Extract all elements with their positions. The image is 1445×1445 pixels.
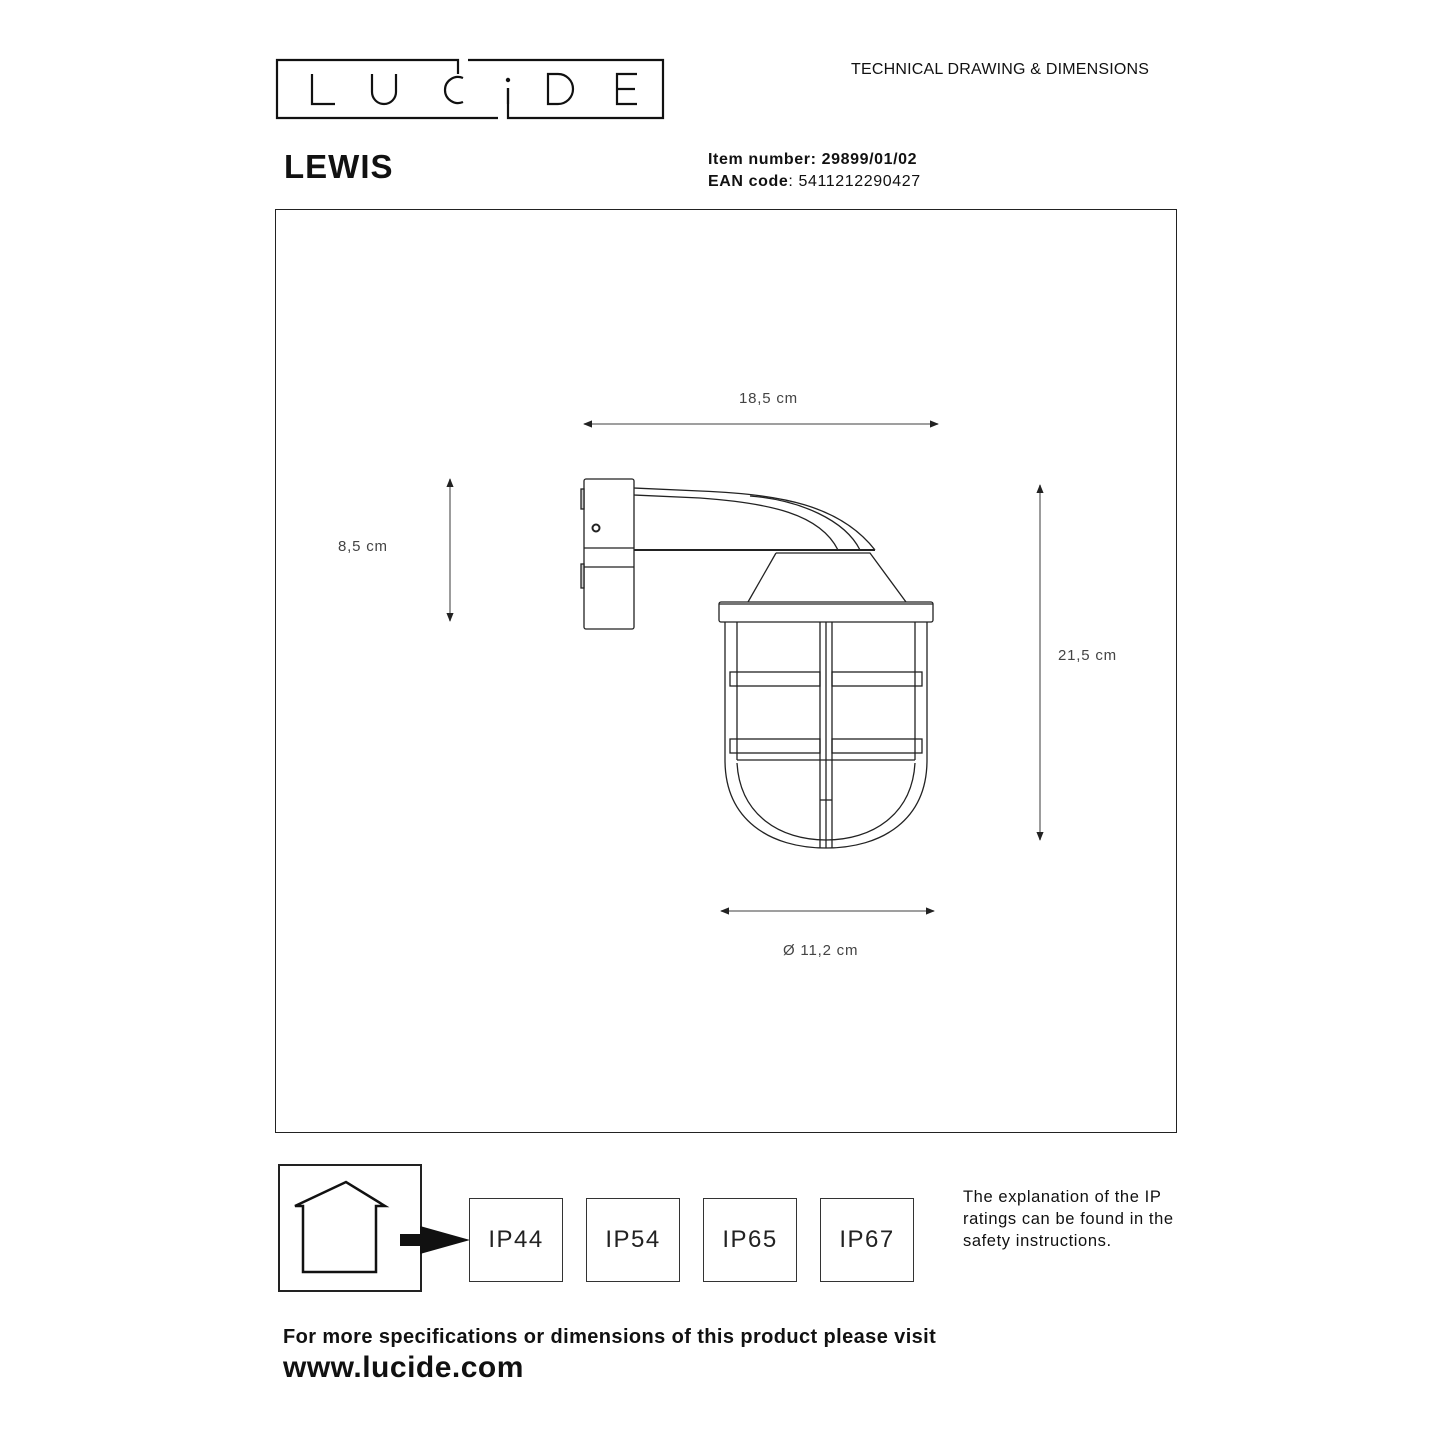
ean-label: EAN code (708, 173, 789, 190)
document-title: TECHNICAL DRAWING & DIMENSIONS (851, 61, 1150, 78)
dimension-width-label: 18,5 cm (739, 390, 798, 407)
website-link[interactable]: www.lucide.com (283, 1351, 524, 1384)
ean-value: : 5411212290427 (788, 173, 921, 190)
ip-rating-box: IP67 (820, 1198, 914, 1282)
arrow-right-icon (398, 1222, 472, 1262)
dimension-total-height-label: 21,5 cm (1058, 647, 1117, 664)
footer-info-text: For more specifications or dimensions of this product please visit (283, 1326, 937, 1348)
ip-rating-box: IP54 (586, 1198, 680, 1282)
product-name: LEWIS (284, 148, 394, 185)
item-number-label: Item number: (708, 151, 817, 168)
dimension-diameter-label: Ø 11,2 cm (783, 942, 859, 959)
ip-rating-box: IP65 (703, 1198, 797, 1282)
item-number-value: 29899/01/02 (821, 151, 918, 168)
dimension-plate-height-label: 8,5 cm (338, 538, 388, 555)
ip-rating-box: IP44 (469, 1198, 563, 1282)
ip-rating-note: The explanation of the IP ratings can be found in the safety instructions. (963, 1188, 1174, 1250)
